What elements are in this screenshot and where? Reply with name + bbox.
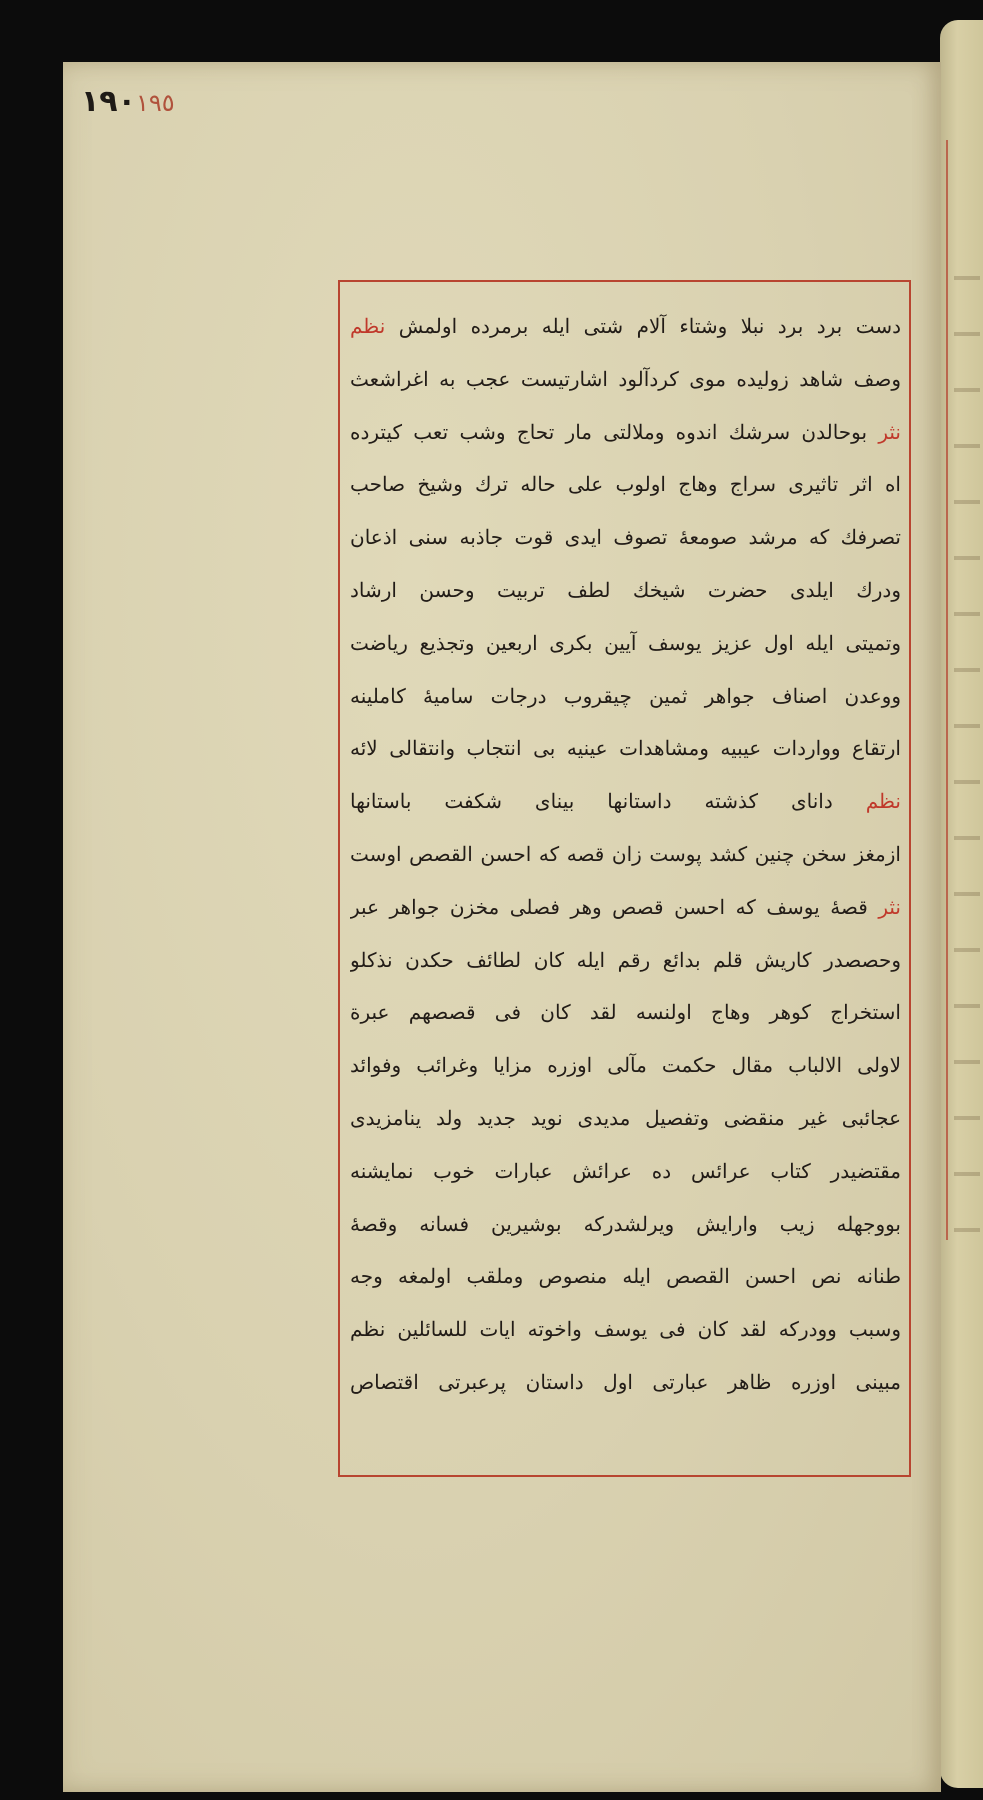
facing-page-edge <box>940 20 983 1788</box>
text-line <box>350 1092 901 1145</box>
text-line <box>350 1039 901 1092</box>
line-text: لاولى الالباب مقال حكمت مآلى اوزره مزايا وغرائب وفوائد <box>350 1053 901 1078</box>
line-text: ازمغز سخن چنين كشد پوست زان قصه كه احسن القصص اوست <box>350 841 901 866</box>
line-text: مبينى اوزره ظاهر عبارتى اول داستان پرعبرتى اقتصاص <box>350 1369 901 1394</box>
text-line <box>350 722 901 775</box>
line-text: وصف شاهد زوليده موى كردآلود اشارتيست عجب به اغراشعث <box>350 366 901 391</box>
line-text: ارتقاع وواردات عيبيه ومشاهدات عينيه بى انتجاب وانتقالى لائه <box>350 736 901 761</box>
text-lines <box>350 300 901 1409</box>
manuscript-page <box>63 62 941 1792</box>
text-line <box>350 1145 901 1198</box>
text-line <box>350 564 901 617</box>
line-text: ودرك ايلدى حضرت شيخك لطف تربيت وحسن ارشاد <box>350 577 901 602</box>
line-text: تصرفك كه مرشد صومعهٔ تصوف ايدى قوت جاذبه سنى اذعان <box>350 525 901 550</box>
text-line <box>350 934 901 987</box>
line-text: اه اثر تاثيرى سراج وهاج اولوب على حاله ترك وشيخ صاحب <box>350 472 901 497</box>
line-text: وسبب وودركه لقد كان فى يوسف واخوته ايات للسائلين نظم <box>350 1317 901 1342</box>
line-text: استخراج كوهر وهاج اولنسه لقد كان فى قصصهم عبرة <box>350 1000 901 1025</box>
text-line <box>350 1303 901 1356</box>
text-line <box>350 1250 901 1303</box>
rubric-word: نظم <box>865 789 901 814</box>
text-line <box>350 458 901 511</box>
facing-page-frame-line <box>946 140 948 1240</box>
rubric-word: نثر <box>878 894 901 919</box>
line-text: مقتضيدر كتاب عرائس ده عرائش عبارات خوب نمايشنه <box>350 1158 901 1183</box>
text-line <box>350 670 901 723</box>
text-block-frame <box>338 280 911 1477</box>
line-text: وتميتى ايله اول عزيز يوسف آيين بكرى اربعين وتجذيع رياضت <box>350 630 901 655</box>
line-text: ووعدن اصناف جواهر ثمين چيقروب درجات ساميهٔ كاملينه <box>350 683 901 708</box>
line-text: بووجهله زيب وارايش ويرلشدركه بوشيرين فسانه وقصهٔ <box>350 1211 901 1236</box>
line-text: طنانه نص احسن القصص ايله منصوص وملقب اولمغه وجه <box>350 1264 901 1289</box>
text-line <box>350 406 901 459</box>
text-line <box>350 353 901 406</box>
line-text: قصهٔ يوسف كه احسن قصص وهر فصلى مخزن جواهر عبر <box>350 894 868 919</box>
folio-number-main: ١٩٠ <box>81 84 136 119</box>
text-line <box>350 775 901 828</box>
text-line <box>350 828 901 881</box>
facing-page-text-show-through <box>954 240 980 1240</box>
line-text: بوحالدن سرشك اندوه وملالتى مار تحاج وشب تعب كيترده <box>350 419 868 444</box>
folio-number <box>81 84 189 119</box>
text-line <box>350 1198 901 1251</box>
line-text: عجائبى غير منقضى وتفصيل مديدى نويد جديد ولد ينامزيدى <box>350 1105 901 1130</box>
text-line <box>350 881 901 934</box>
text-line <box>350 986 901 1039</box>
text-line <box>350 1356 901 1409</box>
text-line <box>350 617 901 670</box>
line-text: وحصصدر كاريش قلم بدائع رقم ايله كان لطائف حكدن نذكلو <box>350 947 901 972</box>
rubric-word: نظم <box>350 314 386 338</box>
text-line <box>350 300 901 353</box>
line-text: دست برد برد نبلا وشتاء آلام شتى ايله برمرده اولمش <box>398 314 901 338</box>
rubric-word: نثر <box>878 419 901 444</box>
text-line <box>350 511 901 564</box>
line-text: داناى كذشته داستانها بيناى شكفت باستانها <box>350 789 833 814</box>
folio-number-alternate: ١٩٥ <box>135 89 175 117</box>
